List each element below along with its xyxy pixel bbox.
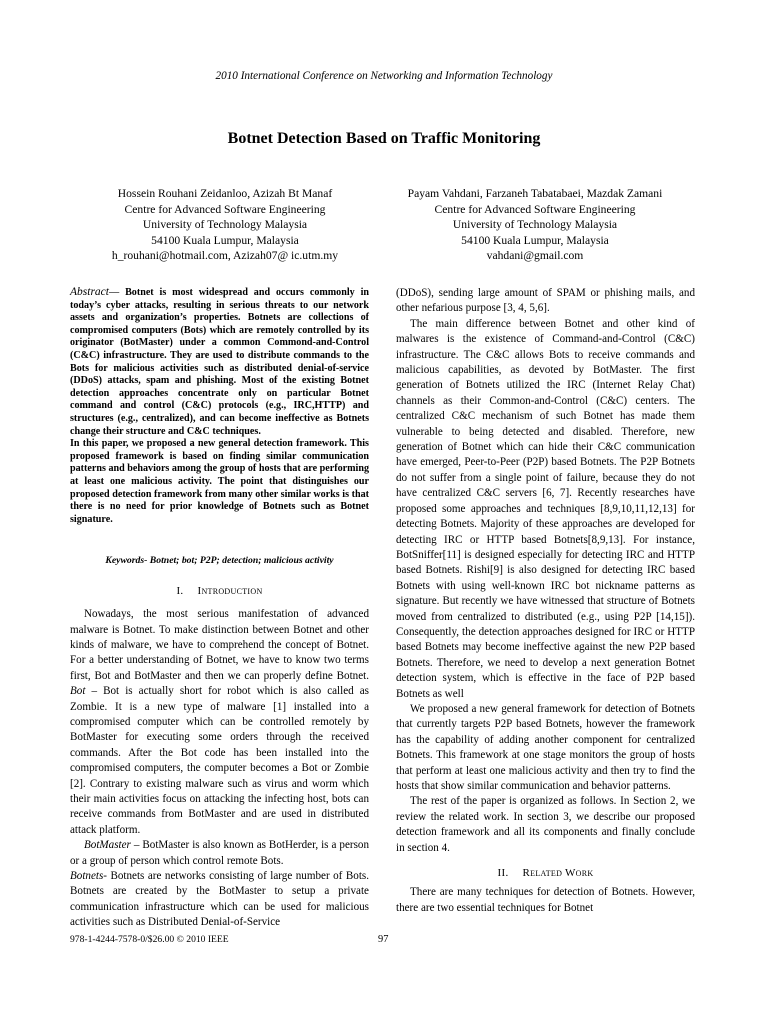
author-block-1 [70, 186, 380, 264]
body-paragraph: We proposed a new general framework for detection of Botnets that currently targets P2P based Botnets, however the framework has the capability of adding another component for centralized Botnets. This framework at one stage monitors the group of hosts that perform at least one malicious activity and then try to find the hosts that show similar communication and behavior patterns. [396, 702, 695, 792]
author-dept: Centre for Advanced Software Engineering [434, 202, 636, 216]
author-names: Payam Vahdani, Farzaneh Tabatabaei, Mazdak Zamani [407, 187, 663, 200]
intro-paragraph-1: Nowadays, the most serious manifestation of advanced malware is Botnet. To make distinction between Botnet and other kinds of malware, we have to comprehend the concept of Botnet. For a better understanding of Botnet, we have to know two terms first, Bot and BotMaster and then we can properly define Botnet. Bot – Bot is actually short for robot which is also called as Zombie. It is a new type of malware [1] installed into a compromised computer which can be controlled remotely by BotMaster for executing some orders through the received commands. After the Bot code has been installed into the compromised computers, the computer becomes a Bot or Zombie [2]. Contrary to existing malware such as virus and worm which their main activities focus on attacking the infecting host, bots can receive commands from BotMaster and are used in distributed attack platform. [70, 608, 369, 836]
body-paragraph: The rest of the paper is organized as follows. In Section 2, we review the related work. In section 3, we describe our proposed detection framework and all its components and finally conclude in section 4. [396, 795, 695, 854]
author-dept: Centre for Advanced Software Engineering [124, 202, 326, 216]
author-email: h_rouhani@hotmail.com, Azizah07@ ic.utm.my [111, 249, 339, 263]
intro-paragraph-3: Botnets- Botnets are networks consisting of large number of Bots. Botnets are created by the BotMaster to setup a private communication infrastructure which can be used for malicious activities such as Distributed Denial-of-Service [70, 870, 369, 929]
author-org: University of Technology Malaysia [452, 218, 618, 232]
author-block-2 [380, 186, 690, 264]
body-paragraph: There are many techniques for detection of Botnets. However, there are two essential techniques for Botnet [396, 886, 695, 914]
keywords: Keywords- Botnet; bot; P2P; detection; malicious activity [105, 555, 334, 567]
author-city: 54100 Kuala Lumpur, Malaysia [461, 233, 609, 247]
paper-title: Botnet Detection Based on Traffic Monitoring [227, 130, 541, 147]
body-paragraph: (DDoS), sending large amount of SPAM or phishing mails, and other nefarious purpose [3, 4, 5,6]. [396, 287, 695, 315]
conference-header: 2010 International Conference on Networking and Information Technology [215, 70, 553, 82]
right-column [396, 286, 695, 916]
footer-isbn: 978-1-4244-7578-0/$26.00 © 2010 IEEE [70, 934, 229, 945]
abstract-label: Abstract— [70, 286, 120, 298]
page-number: 97 [378, 934, 389, 945]
abstract-paragraph-1: Abstract— Botnet is most widespread and occurs commonly in today’s cyber attacks, resulting in serious threats to our network assets and organization’s properties. Botnets are collections of compromised computers (Bots) which are remotely controlled by its originator (BotMaster) under a common Commond-and-Control (C&C) infrastructure. They are used to distribute commands to the Bots for malicious activities such as distributed denial-of-service (DDoS) attacks, spam and phishing. Most of the existing Botnet detection approaches concentrate only on particular Botnet command and control (C&C) protocols (e.g., IRC,HTTP) and structures (e.g., centralized), and can become ineffective as Botnets change their structure and C&C techniques. [70, 286, 369, 437]
author-names: Hossein Rouhani Zeidanloo, Azizah Bt Manaf [117, 187, 333, 200]
author-email: vahdani@gmail.com [486, 249, 584, 263]
body-paragraph: The main difference between Botnet and other kind of malwares is the existence of Command-and-Control (C&C) infrastructure. The C&C allows Bots to receive commands and malicious capabilities, as devoted by BotMaster. The first generation of Botnets utilized the IRC (Internet Relay Chat) channels as their Common-and-Control (C&C) centers. The centralized C&C mechanism of such Botnet has made them vulnerable to being detected and disabled. Therefore, new generation of Botnet which can hide their C&C communication have emerged, Peer-to-Peer (P2P) based Botnets. The P2P Botnets do not suffer from a single point of failure, because they do not have centralized C&C servers [6, 7]. Recently researches have proposed some approaches and techniques [8,9,10,11,12,13] for detecting Botnets. Majority of these approaches are developed for detecting IRC or HTTP based Botnets[8,9,13]. For instance, BotSniffer[11] is designed especially for detecting IRC and HTTP based Botnets. Rishi[9] is also designed for detecting IRC based Botnets with using well-known IRC bot nickname patterns as signature. But recently we have witnessed that structure of Botnets moved from centralized to distributed (e.g., using P2P [14,15]). Consequently, the detection approaches designed for IRC or HTTP based Botnets may become ineffective against the new P2P based Botnets. Therefore, we need to develop a next generation Botnet detection system, which is effective in the face of P2P based Botnets as well [396, 317, 695, 700]
intro-paragraph-2: BotMaster – BotMaster is also known as BotHerder, is a person or a group of person which control remote Bots. [70, 839, 369, 867]
section-heading-introduction: I. Introduction [176, 584, 263, 597]
author-city: 54100 Kuala Lumpur, Malaysia [151, 233, 299, 247]
author-org: University of Technology Malaysia [142, 218, 308, 232]
abstract-paragraph-2: In this paper, we proposed a new general detection framework. This proposed framework is based on finding similar communication patterns and behaviors among the group of hosts that are performing at least one malicious activity. The point that distinguishes our proposed detection framework from many other similar works is that there is no need for prior knowledge of Botnets such as Botnet signature. [70, 438, 369, 525]
section-heading-related-work: II. Related Work [497, 867, 594, 880]
left-column [70, 286, 369, 931]
